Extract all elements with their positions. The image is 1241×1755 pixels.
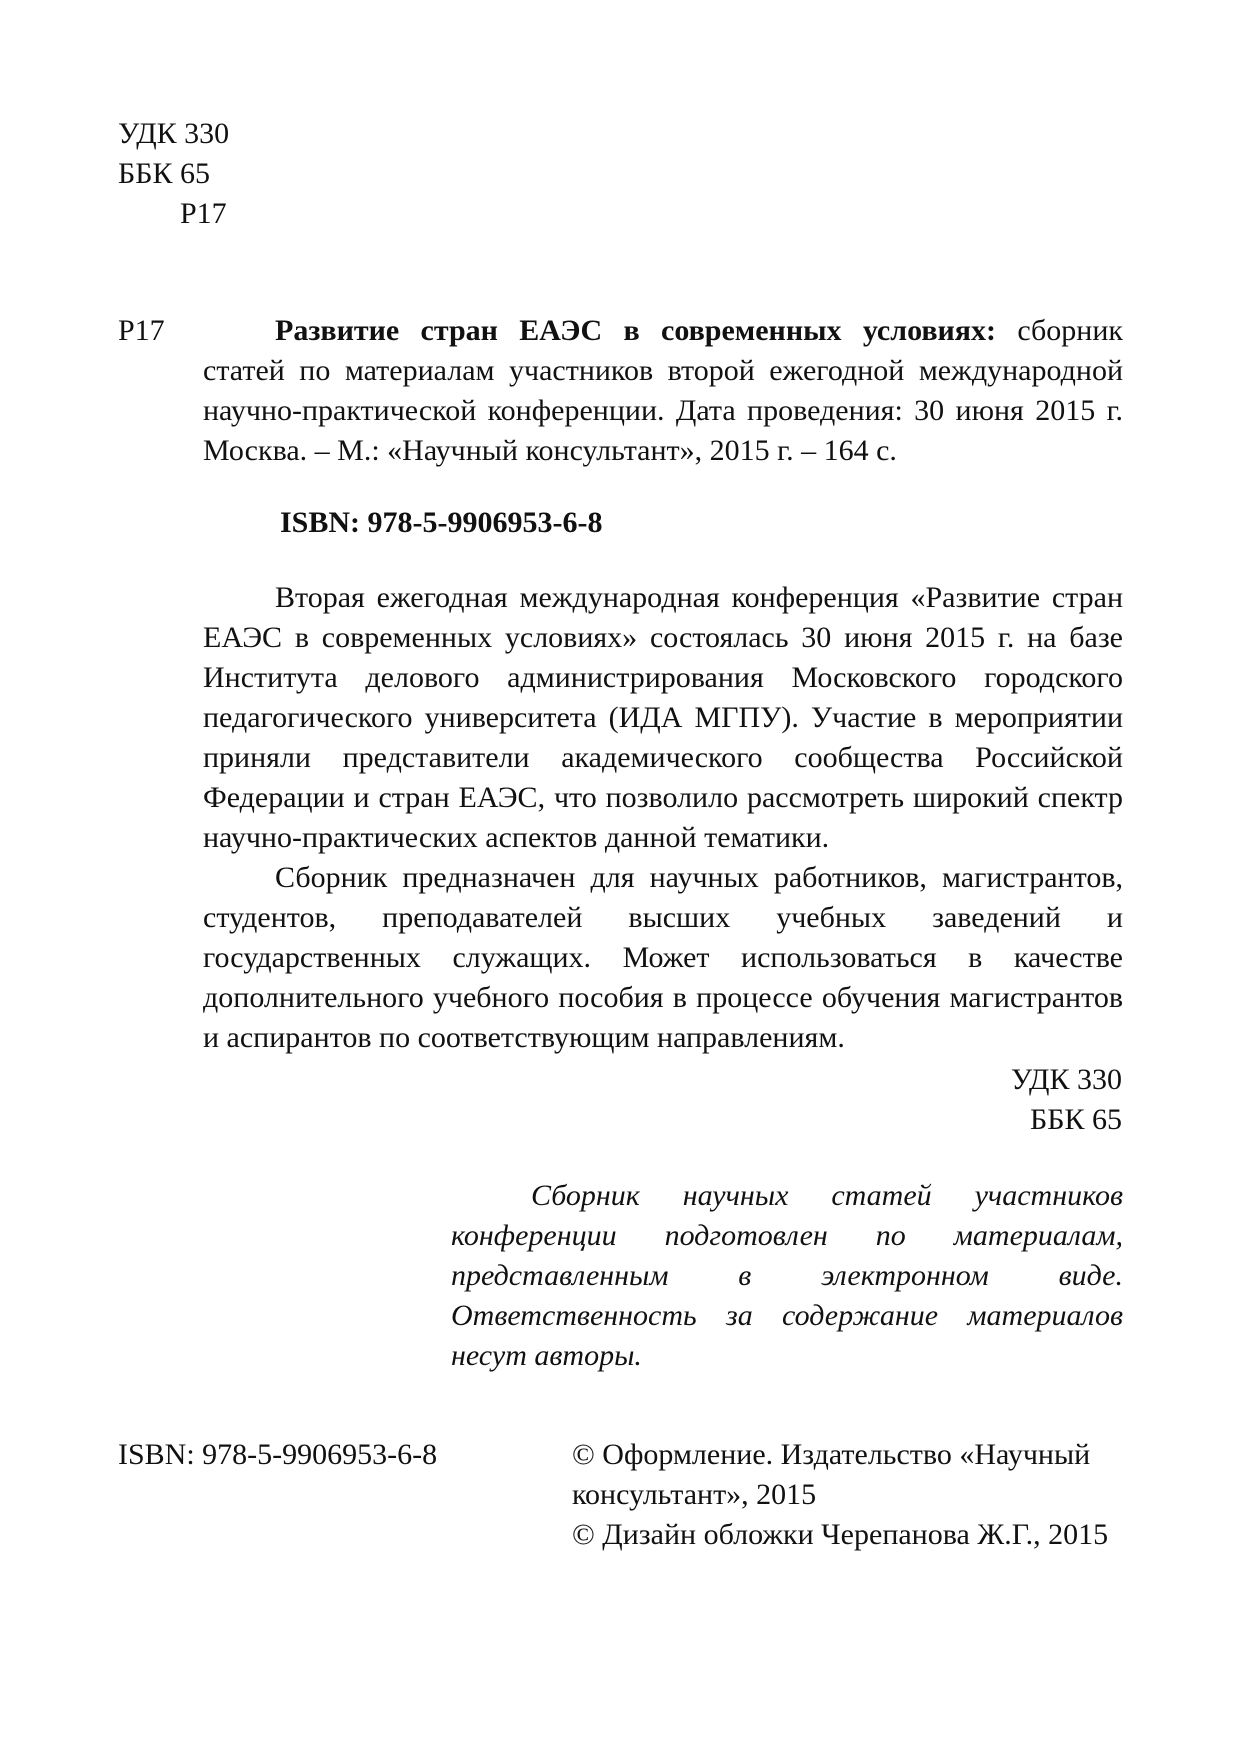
bottom-classification-codes (900, 1060, 1122, 1140)
bbk-code-bottom: ББК 65 (1030, 1103, 1122, 1136)
copyright-block (572, 1435, 1132, 1555)
book-description: сборник статей по материалам участников второй ежегодной международной научно-практической конференции. Дата проведения: 30 июня 2015 г. Москва. – М.: «Научный консультант», 2015 г. – 164 с. (203, 314, 1123, 467)
bbk-code-top: ББК 65 (118, 157, 210, 190)
book-title: Развитие стран ЕАЭС в современных условиях: (275, 314, 997, 347)
udk-code-top: УДК 330 (118, 117, 230, 150)
entry-author-mark: Р17 (118, 314, 165, 347)
top-classification-codes (118, 114, 229, 234)
annotation-paragraph-1: Вторая ежегодная международная конференция «Развитие стран ЕАЭС в современных условиях» состоялась 30 июня 2015 г. на базе Института делового администрирования Московского городского педагогического университета (ИДА МГПУ). Участие в мероприятии приняли представители академического сообщества Российской Федерации и стран ЕАЭС, что позволило рассмотреть широкий спектр научно-практических аспектов данной тематики. (203, 581, 1123, 854)
copyright-publisher: © Оформление. Издательство «Научный консультант», 2015 (572, 1438, 1091, 1511)
author-mark-top: Р17 (180, 197, 227, 230)
annotation-paragraph-2: Сборник предназначен для научных работников, магистрантов, студентов, преподавателей высших учебных заведений и государственных служащих. Может использоваться в качестве дополнительного учебного пособия в процессе обучения магистрантов и аспирантов по соответствующим направлениям. (203, 861, 1123, 1054)
copyright-cover-design: © Дизайн обложки Черепанова Ж.Г., 2015 (572, 1518, 1109, 1551)
footer-isbn: ISBN: 978-5-9906953-6-8 (118, 1438, 438, 1471)
annotation (203, 578, 1123, 1058)
responsibility-note: Сборник научных статей участников конференции подготовлен по материалам, представленным в электронном виде. Ответственность за содержание материалов несут авторы. (451, 1179, 1123, 1372)
bibliographic-entry (203, 311, 1123, 471)
isbn-entry: ISBN: 978-5-9906953-6-8 (280, 506, 603, 539)
udk-code-bottom: УДК 330 (1010, 1063, 1122, 1096)
